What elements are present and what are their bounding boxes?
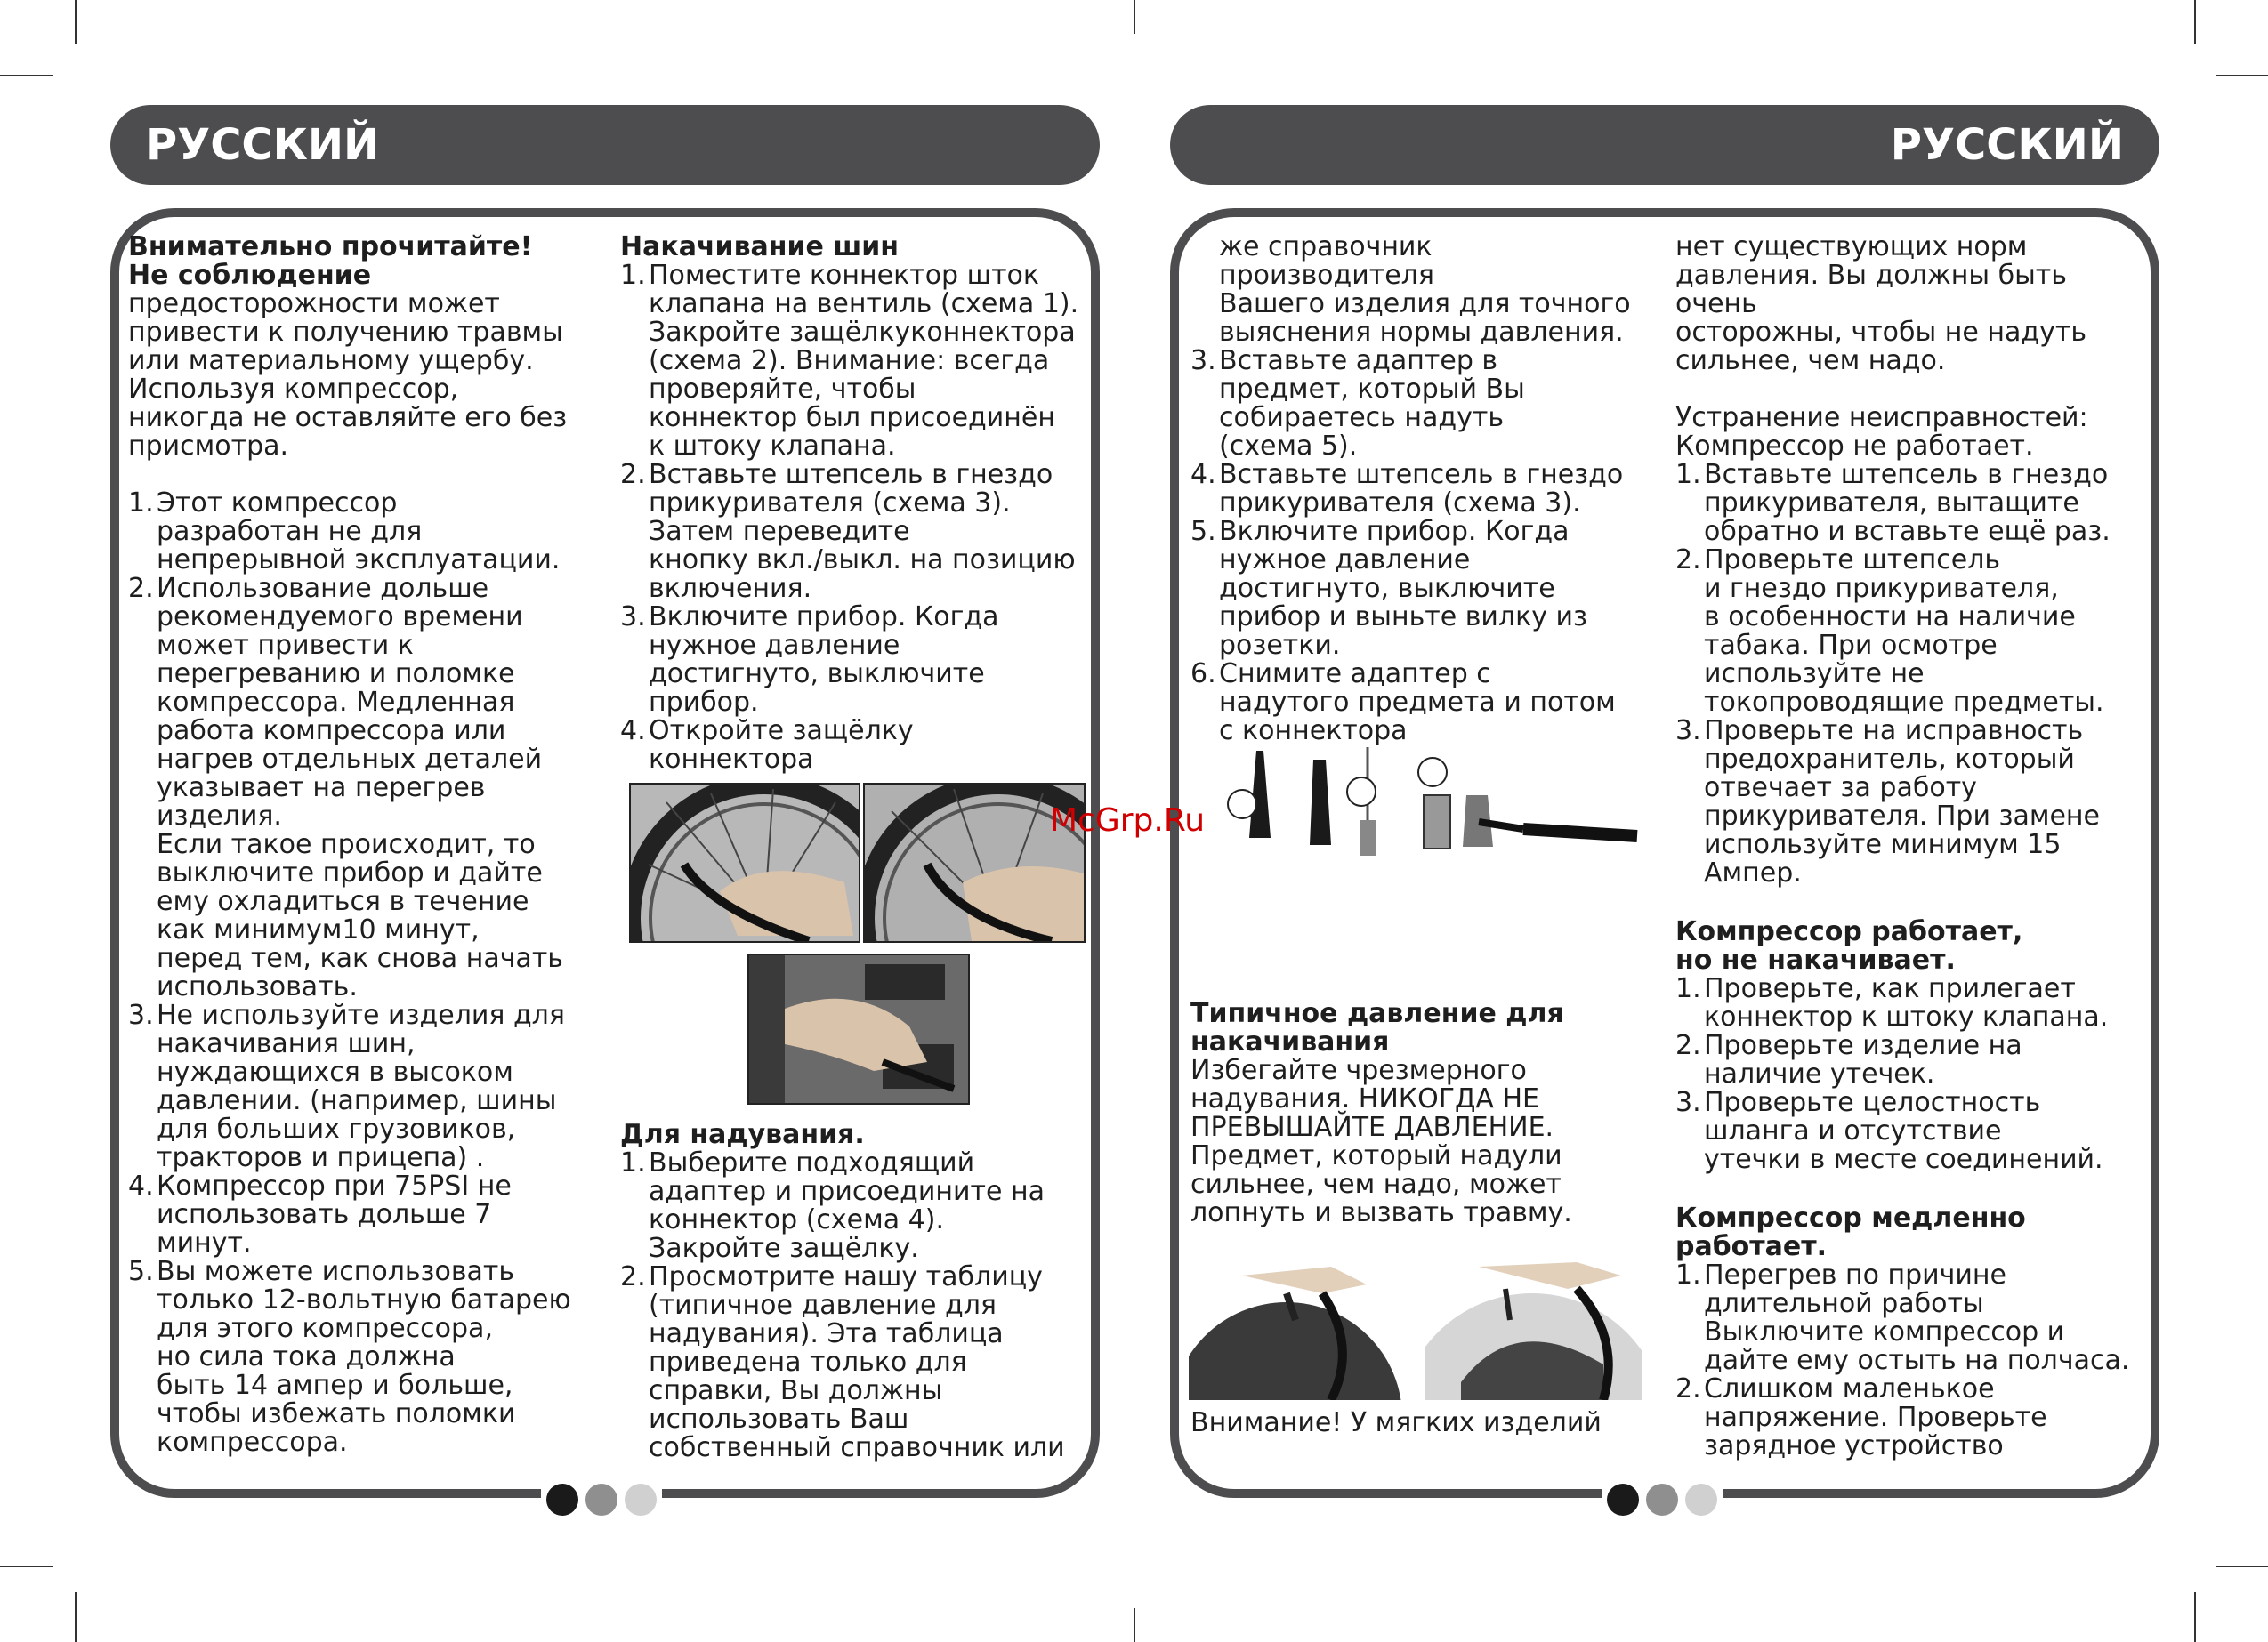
typical-pressure-heading: Типичное давление для xyxy=(1190,998,1564,1029)
tire-inflation-heading: Накачивание шин xyxy=(620,231,899,262)
text-line: прибор и выньте вилку из xyxy=(1219,601,1587,632)
text-line: дайте ему остыть на полчаса. xyxy=(1704,1345,2130,1376)
text-line: быть 14 ампер и больше, xyxy=(157,1370,513,1401)
text-line: накачивания шин, xyxy=(157,1028,416,1059)
item-number: 4. xyxy=(620,715,646,746)
text-line: токопроводящие предметы. xyxy=(1704,687,2104,718)
text-line: давления. Вы должны быть очень xyxy=(1675,260,2067,319)
crop-mark xyxy=(75,1592,77,1642)
text-line: Компрессор при 75PSI не xyxy=(157,1171,512,1202)
typical-pressure-heading-2: накачивания xyxy=(1190,1026,1390,1058)
text-line: Избегайте чрезмерного xyxy=(1190,1055,1527,1086)
text-line: (типичное давление для xyxy=(649,1290,997,1321)
text-line: выключите прибор и дайте xyxy=(157,857,543,889)
item-number: 3. xyxy=(1675,715,1701,746)
warning-intro xyxy=(128,290,591,461)
text-line: напряжение. Проверьте xyxy=(1704,1402,2047,1433)
left-page-dots xyxy=(541,1484,662,1516)
text-line: осторожны, чтобы не надуть xyxy=(1675,317,2087,348)
text-line: тракторов и прицепа) . xyxy=(157,1142,485,1173)
list-item xyxy=(1190,347,1653,461)
text-line: Проверьте изделие на xyxy=(1704,1030,2022,1061)
item-number: 3. xyxy=(1190,345,1216,376)
item-number: 6. xyxy=(1190,658,1216,689)
slow-list xyxy=(1675,1261,2147,1461)
dot-dark xyxy=(1607,1484,1639,1516)
ball-illustration xyxy=(1189,1240,1404,1400)
item-number: 3. xyxy=(620,601,646,632)
text-line: коннектор был присоединён xyxy=(649,402,1055,433)
text-line: Этот компрессор xyxy=(157,487,398,519)
text-line: чтобы избежать поломки xyxy=(157,1398,516,1429)
needle-adapter-icon xyxy=(1347,747,1376,856)
text-line: коннектор (схема 4). xyxy=(649,1204,944,1236)
text-line: изделия. xyxy=(157,801,282,832)
text-line: давлении. (например, шины xyxy=(157,1085,557,1116)
list-item xyxy=(1675,1032,2147,1089)
text-line: нужное давление xyxy=(649,630,900,661)
text-line: никогда не оставляйте его без xyxy=(128,402,568,433)
item-number: 2. xyxy=(1675,544,1701,576)
text-line: справки, Вы должны xyxy=(649,1375,943,1406)
text-line: Затем переведите xyxy=(649,516,910,547)
text-line: ему охладиться в течение xyxy=(157,886,529,917)
text-line: Закройте защёлкуконнектора xyxy=(649,317,1076,348)
text-line: Использование дольше xyxy=(157,573,489,604)
list-item xyxy=(128,1258,591,1457)
item-number: 5. xyxy=(128,1256,154,1287)
list-item xyxy=(1675,975,2147,1032)
continued-text xyxy=(1190,233,1653,347)
text-line: же справочник производителя xyxy=(1219,231,1434,291)
list-item xyxy=(1675,461,2147,546)
text-line: указывает на перегрев xyxy=(157,772,486,803)
text-line: (схема 5). xyxy=(1219,431,1358,462)
text-line: в особенности на наличие xyxy=(1704,601,2076,632)
text-line: Вставьте штепсель в гнездо xyxy=(1219,459,1624,490)
text-line: прикуривателя. При замене xyxy=(1704,801,2100,832)
column-3-caption xyxy=(1190,1409,1653,1437)
text-line: Слишком маленькое xyxy=(1704,1373,1995,1405)
text-line: кнопку вкл./выкл. на позицию xyxy=(649,544,1076,576)
column-2-lower xyxy=(620,1121,1092,1462)
text-line: для этого компрессора, xyxy=(157,1313,493,1344)
crop-mark xyxy=(2216,1566,2268,1567)
text-line: прикуривателя, вытащите xyxy=(1704,487,2079,519)
list-item xyxy=(128,489,591,575)
text-line: разработан не для xyxy=(157,516,423,547)
list-item xyxy=(620,262,1092,461)
item-number: 5. xyxy=(1190,516,1216,547)
text-line: нуждающихся в высоком xyxy=(157,1057,513,1088)
slow-heading-2: работает. xyxy=(1675,1231,1828,1262)
text-line: рекомендуемого времени xyxy=(157,601,523,632)
warning-heading: Внимательно прочитайте! xyxy=(128,231,533,262)
text-line: надутого предмета и потом xyxy=(1219,687,1616,718)
text-line: собираетесь надуть xyxy=(1219,402,1505,433)
list-item xyxy=(620,461,1092,603)
for-inflating-list xyxy=(620,1149,1092,1462)
list-item xyxy=(1675,1375,2147,1461)
text-line: собственный справочник или xyxy=(649,1432,1065,1463)
pressure-warning xyxy=(1190,1057,1653,1227)
text-line: нагрев отдельных деталей xyxy=(157,744,543,775)
text-line: или материальному ущербу. xyxy=(128,345,534,376)
valve-adapter-icon xyxy=(1418,758,1450,849)
text-line: включения. xyxy=(649,573,812,604)
text-line: адаптер и присоедините на xyxy=(649,1176,1045,1207)
text-line: Проверьте, как прилегает xyxy=(1704,973,2076,1004)
wheel-illustration xyxy=(631,785,859,941)
item-number: 4. xyxy=(1190,459,1216,490)
dot-dark xyxy=(546,1484,578,1516)
text-line: Включите прибор. Когда xyxy=(649,601,999,632)
crop-mark xyxy=(2194,1592,2196,1642)
text-line: Используя компрессор, xyxy=(128,374,459,405)
text-line: используйте минимум 15 xyxy=(1704,829,2062,860)
item-number: 1. xyxy=(620,260,646,291)
text-line: надувания. НИКОГДА НЕ xyxy=(1190,1083,1540,1115)
text-line: компрессора. xyxy=(157,1427,348,1458)
text-line: нет существующих норм xyxy=(1675,231,2028,262)
nozzle-adapter-icon xyxy=(1310,760,1331,845)
text-line: перегреванию и поломке xyxy=(157,658,515,689)
text-line: может привести к xyxy=(157,630,414,661)
text-line: надувания). Эта таблица xyxy=(649,1318,1004,1349)
list-item xyxy=(1190,461,1653,518)
crop-mark xyxy=(0,1566,53,1567)
works-no-inflate-heading: Компрессор работает, xyxy=(1675,916,2023,947)
for-inflating-heading: Для надувания. xyxy=(620,1119,865,1150)
item-number: 1. xyxy=(1675,973,1701,1004)
crop-mark xyxy=(1134,0,1135,34)
dot-mid xyxy=(585,1484,617,1516)
text-line: присмотра. xyxy=(128,431,289,462)
text-line: наличие утечек. xyxy=(1704,1058,1935,1090)
works-no-inflate-heading-2: но не накачивает. xyxy=(1675,945,1956,976)
text-line: зарядное устройство xyxy=(1704,1430,2004,1461)
text-line: Проверьте штепсель xyxy=(1704,544,2001,576)
list-item xyxy=(1675,1261,2147,1375)
crop-mark xyxy=(2194,0,2196,44)
text-line: нужное давление xyxy=(1219,544,1471,576)
text-line: длительной работы xyxy=(1704,1288,1984,1319)
list-item xyxy=(620,717,1092,774)
column-4 xyxy=(1675,233,2147,1461)
text-line: Перегрев по причине xyxy=(1704,1260,2006,1291)
item-number: 2. xyxy=(620,1261,646,1292)
crop-mark xyxy=(2216,75,2268,76)
text-line: Откройте защёлку xyxy=(649,715,914,746)
text-line: коннектора xyxy=(649,744,814,775)
text-line: клапана на вентиль (схема 1). xyxy=(649,288,1079,319)
text-line: отвечает за работу xyxy=(1704,772,1977,803)
text-line: Снимите адаптер с xyxy=(1219,658,1491,689)
text-line: используйте не xyxy=(1704,658,1925,689)
text-line: утечки в месте соединений. xyxy=(1704,1144,2103,1175)
text-line: ПРЕВЫШАЙТЕ ДАВЛЕНИЕ. xyxy=(1190,1112,1554,1143)
text-line: привести к получению травмы xyxy=(128,317,563,348)
text-line: прикуривателя (схема 3). xyxy=(649,487,1011,519)
dot-light xyxy=(625,1484,657,1516)
text-line: Закройте защёлку. xyxy=(649,1233,919,1264)
list-item xyxy=(1190,518,1653,660)
ball-inflation-photo-1 xyxy=(1189,1240,1404,1400)
text-line: Ампер. xyxy=(1704,857,1802,889)
list-item xyxy=(1190,660,1653,745)
soft-items-caption: Внимание! У мягких изделий xyxy=(1190,1407,1602,1438)
text-line: с коннектора xyxy=(1219,715,1408,746)
item-number: 2. xyxy=(128,573,154,604)
text-line: Поместите коннектор шток xyxy=(649,260,1040,291)
text-line: Вставьте штепсель в гнездо xyxy=(1704,459,2109,490)
text-line: Предмет, который надули xyxy=(1190,1140,1562,1171)
text-line: как минимум10 минут, xyxy=(157,914,480,946)
text-line: достигнуто, выключите xyxy=(649,658,985,689)
list-item xyxy=(1675,717,2147,888)
column-1 xyxy=(128,233,591,1457)
text-line: (схема 2). Внимание: всегда xyxy=(649,345,1050,376)
text-line: Включите прибор. Когда xyxy=(1219,516,1570,547)
text-line: проверяйте, чтобы xyxy=(649,374,916,405)
text-line: Вашего изделия для точного xyxy=(1219,288,1631,319)
troubleshooting-heading: Устранение неисправностей: xyxy=(1675,402,2088,433)
item-number: 2. xyxy=(1675,1030,1701,1061)
warning-list xyxy=(128,489,591,1457)
list-item xyxy=(1675,1089,2147,1174)
text-line: предмет, который Вы xyxy=(1219,374,1525,405)
text-line: только 12-вольтную батарею xyxy=(157,1284,571,1316)
wheel-valve-photo-1 xyxy=(629,783,860,943)
text-line: и гнездо прикуривателя, xyxy=(1704,573,2059,604)
right-page-banner: РУССКИЙ xyxy=(1170,105,2159,185)
list-item xyxy=(128,575,591,1002)
text-line: Вставьте адаптер в xyxy=(1219,345,1498,376)
crop-mark xyxy=(0,75,53,76)
list-item xyxy=(128,1172,591,1258)
car-interior-illustration xyxy=(749,955,968,1103)
adapters-illustration xyxy=(1221,740,1639,873)
inflating-steps-list xyxy=(1190,347,1653,745)
connector-hose-icon xyxy=(1463,795,1637,847)
dot-light xyxy=(1685,1484,1717,1516)
text-line: Не используйте изделия для xyxy=(157,1000,565,1031)
text-line: Вы можете использовать xyxy=(157,1256,515,1287)
text-line: Вставьте штепсель в гнездо xyxy=(649,459,1053,490)
warning-heading-2: Не соблюдение xyxy=(128,260,372,291)
column-3 xyxy=(1190,233,1653,745)
item-number: 4. xyxy=(128,1171,154,1202)
dot-mid xyxy=(1646,1484,1678,1516)
text-line: выяснения нормы давления. xyxy=(1219,317,1624,348)
text-line: розетки. xyxy=(1219,630,1341,661)
text-line: использовать. xyxy=(157,971,358,1002)
left-page-banner: РУССКИЙ xyxy=(110,105,1100,185)
right-page-dots xyxy=(1602,1484,1723,1516)
text-line: предохранитель, который xyxy=(1704,744,2075,775)
text-line: прибор. xyxy=(649,687,759,718)
text-line: работа компрессора или xyxy=(157,715,506,746)
text-line: Выберите подходящий xyxy=(649,1147,975,1179)
item-number: 2. xyxy=(620,459,646,490)
text-line: обратно и вставьте ещё раз. xyxy=(1704,516,2111,547)
text-line: Проверьте на исправность xyxy=(1704,715,2084,746)
cigarette-lighter-photo xyxy=(747,954,970,1105)
text-line: сильнее, чем надо, может xyxy=(1190,1169,1562,1200)
text-line: Выключите компрессор и xyxy=(1704,1316,2065,1348)
text-line: прикуривателя (схема 3). xyxy=(1219,487,1581,519)
text-line: коннектор к штоку клапана. xyxy=(1704,1002,2109,1033)
item-number: 3. xyxy=(1675,1087,1701,1118)
text-line: табака. При осмотре xyxy=(1704,630,1998,661)
ball-illustration xyxy=(1425,1240,1642,1400)
list-item xyxy=(620,603,1092,717)
list-item xyxy=(620,1263,1092,1462)
text-line: приведена только для xyxy=(649,1347,967,1378)
list-item xyxy=(128,1002,591,1172)
text-line: использовать Ваш xyxy=(649,1404,909,1435)
text-line: перед тем, как снова начать xyxy=(157,943,563,974)
text-line: сильнее, чем надо. xyxy=(1675,345,1946,376)
text-line: лопнуть и вызвать травму. xyxy=(1190,1197,1572,1228)
text-line: но сила тока должна xyxy=(157,1341,456,1372)
ball-inflation-photo-2 xyxy=(1425,1240,1642,1400)
item-number: 1. xyxy=(620,1147,646,1179)
watermark: McGrp.Ru xyxy=(1050,802,1206,839)
list-item xyxy=(620,1149,1092,1263)
cone-adapter-icon xyxy=(1228,751,1271,838)
column-3-lower xyxy=(1190,1000,1653,1227)
text-line: использовать дольше 7 минут. xyxy=(157,1199,492,1259)
text-line: Если такое происходит, то xyxy=(157,829,536,860)
text-line: достигнуто, выключите xyxy=(1219,573,1555,604)
not-working-heading: Компрессор не работает. xyxy=(1675,431,2034,462)
text-line: Просмотрите нашу таблицу xyxy=(649,1261,1043,1292)
item-number: 1. xyxy=(1675,459,1701,490)
text-line: для больших грузовиков, xyxy=(157,1114,516,1145)
list-item xyxy=(1675,546,2147,717)
works-no-inflate-list xyxy=(1675,975,2147,1174)
tire-inflation-list xyxy=(620,262,1092,774)
column-2 xyxy=(620,233,1092,774)
text-line: непрерывной эксплуатации. xyxy=(157,544,561,576)
slow-heading: Компрессор медленно xyxy=(1675,1203,2026,1234)
text-line: Проверьте целостность xyxy=(1704,1087,2041,1118)
crop-mark xyxy=(1134,1608,1135,1642)
item-number: 2. xyxy=(1675,1373,1701,1405)
item-number: 3. xyxy=(128,1000,154,1031)
item-number: 1. xyxy=(128,487,154,519)
text-line: к штоку клапана. xyxy=(649,431,896,462)
text-line: предосторожности может xyxy=(128,288,500,319)
not-working-list xyxy=(1675,461,2147,888)
item-number: 1. xyxy=(1675,1260,1701,1291)
text-line: компрессора. Медленная xyxy=(157,687,515,718)
crop-mark xyxy=(75,0,77,44)
text-line: шланга и отсутствие xyxy=(1704,1115,2002,1147)
